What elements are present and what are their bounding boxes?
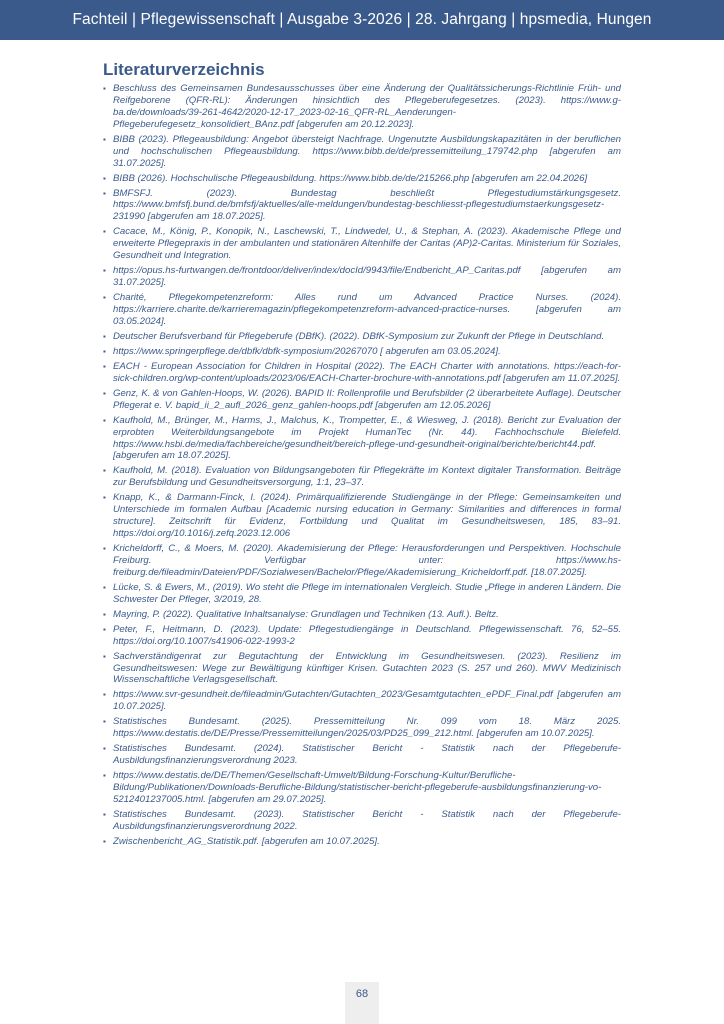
reference-list xyxy=(103,83,621,848)
reference-item: ▪ Charité, Pflegekompetenzreform: Alles rund um Advanced Practice Nurses. (2024). https://karriere.charite.de/karrieremagazin/pflegekompetenzreform-advanced-practice-nurses. [abgerufen am 03.05.2024]. xyxy=(103,292,621,328)
reference-item: ▪ Sachverständigenrat zur Begutachtung der Entwicklung im Gesundheitswesen. (2023). Resilienz im Gesundheitswesen: Wege zur Bewältigung künftiger Krisen. Gutachten 2023 (S. 257 und 260). MWV Medizinisch Wissenschaftliche Verlagsgesellschaft. xyxy=(103,651,621,687)
reference-item: ▪ https://www.destatis.de/DE/Themen/Gesellschaft-Umwelt/Bildung-Forschung-Kultur/Berufliche-Bildung/Publikationen/Downloads-Berufliche-Bildung/statistischer-bericht-pflegeberufe-ausbildungsfinanzierung-vo-5212401237005.html. [abgerufen am 29.07.2025]. xyxy=(103,770,621,806)
reference-item: ▪ Peter, F., Heitmann, D. (2023). Update: Pflegestudiengänge in Deutschland. Pflegewissenschaft. 76, 52–55. https://doi.org/10.1007/s41906-022-1993-2 xyxy=(103,624,621,648)
section-title: Literaturverzeichnis xyxy=(103,60,265,79)
reference-item: ▪ Kricheldorff, C., & Moers, M. (2020). Akademisierung der Pflege: Herausforderungen und Perspektiven. Hochschule Freiburg. Verfügbar unter: https://www.hs-freiburg.de/fileadmin/Dateien/PDF/Sozialwesen/Bachelor/Pflege/Akademisierung_Kricheldorff.pdf. [18.07.2025]. xyxy=(103,543,621,579)
reference-item: ▪ BMFSFJ. (2023). Bundestag beschließt Pflegestudiumstärkungsgesetz. https://www.bmfsfj.bund.de/bmfsfj/aktuelles/alle-meldungen/bundestag-beschliesst-pflegestudiumstaerkungsgesetz-231990 [abgerufen am 18.07.2025]. xyxy=(103,188,621,224)
reference-item: ▪ https://www.svr-gesundheit.de/fileadmin/Gutachten/Gutachten_2023/Gesamtgutachten_ePDF_Final.pdf [abgerufen am 10.07.2025]. xyxy=(103,689,621,713)
page-number-box xyxy=(345,982,379,1024)
page-number: 68 xyxy=(355,988,369,1000)
reference-item: ▪ Knapp, K., & Darmann-Finck, I. (2024). Primärqualifizierende Studiengänge in der Pflege: Gemeinsamkeiten und Unterschiede im formalen Aufbau [Academic nursing education in Germany: Similarities and differences in formal structure]. Zeitschrift für Evidenz, Fortbildung und Qualitat im Gesundheitswesen, 185, 83–91. https://doi.org/10.1016/j.zefq.2023.12.006 xyxy=(103,492,621,540)
reference-item: ▪ Kaufhold, M. (2018). Evaluation von Bildungsangeboten für Pflegekräfte im Kontext digitaler Transformation. Beiträge zur Berufsbildung und Gesundheitsversorgung, 1:1, 23–37. xyxy=(103,465,621,489)
reference-item: ▪ Lücke, S. & Ewers, M., (2019). Wo steht die Pflege im internationalen Vergleich. Studie „Pflege in anderen Ländern. Die Schwester Der Pfleger, 3/2019, 28. xyxy=(103,582,621,606)
reference-item: ▪ https://www.springerpflege.de/dbfk/dbfk-symposium/20267070 [ abgerufen am 03.05.2024]. xyxy=(103,346,621,358)
reference-item: ▪ Statistisches Bundesamt. (2025). Pressemitteilung Nr. 099 vom 18. März 2025. https://www.destatis.de/DE/Presse/Pressemitteilungen/2025/03/PD25_099_212.html. [abgerufen am 10.07.2025]. xyxy=(103,716,621,740)
reference-item: ▪ Mayring, P. (2022). Qualitative Inhaltsanalyse: Grundlagen und Techniken (13. Aufl.). Beltz. xyxy=(103,609,621,621)
main-content xyxy=(103,60,621,851)
reference-item: ▪ Statistisches Bundesamt. (2023). Statistischer Bericht - Statistik nach der Pflegeberufe- Ausbildungsfinanzierungsverordnung 2022. xyxy=(103,809,621,833)
reference-item: ▪ https://opus.hs-furtwangen.de/frontdoor/deliver/index/docId/9943/file/Endbericht_AP_Caritas.pdf [abgerufen am 31.07.2025]. xyxy=(103,265,621,289)
reference-item: ▪ Beschluss des Gemeinsamen Bundesausschusses über eine Änderung der Qualitätssicherungs-Richtlinie Früh- und Reifgeborene (QFR-RL): Änderungen hinsichtlich des Pflegeberufegesetzes. (2023). https://www.g-ba.de/downloads/39-261-4642/2020-12-17_2023-02-16_QFR-RL_Aenderungen-Pflegeberufegesetz_konsolidiert_BAnz.pdf [abgerufen am 20.12.2023]. xyxy=(103,83,621,131)
reference-item: ▪ Kaufhold, M., Brünger, M., Harms, J., Malchus, K., Trompetter, E., & Wiesweg, J. (2018). Bericht zur Evaluation der erprobten Weiterbildungsangebote im Projekt HumanTec (Nr. 44). Fachhochschule Bielefeld. https://www.hsbi.de/media/fachbereiche/gesundheit/bereich-pflege-und-gesundheit-original/berichte/bericht44.pdf. [abgerufen am 18.07.2025]. xyxy=(103,415,621,463)
reference-item: ▪ Zwischenbericht_AG_Statistik.pdf. [abgerufen am 10.07.2025]. xyxy=(103,836,621,848)
header-bar xyxy=(0,0,724,40)
reference-item: ▪ BIBB (2026). Hochschulische Pflegeausbildung. https://www.bibb.de/de/215266.php [abgerufen am 22.04.2026] xyxy=(103,173,621,185)
reference-item: ▪ Genz, K. & von Gahlen-Hoops, W. (2026). BAPID II: Rollenprofile und Berufsbilder (2 überarbeitete Auflage). Deutscher Pflegerat e. V. bapid_ii_2_aufl_2026_genz_gahlen-hoops.pdf [abgerufen am 12.05.2026] xyxy=(103,388,621,412)
header-title: Fachteil | Pflegewissenschaft | Ausgabe 3-2026 | 28. Jahrgang | hpsmedia, Hungen xyxy=(72,11,652,28)
reference-item: ▪ EACH - European Association for Children in Hospital (2022). The EACH Charter with annotations. https://each-for-sick-children.org/wp-content/uploads/2023/06/EACH-Charter-brochure-with-annotations.pdf [abgerufen am 11.07.2025]. xyxy=(103,361,621,385)
reference-item: ▪ Deutscher Berufsverband für Pflegeberufe (DBfK). (2022). DBfK-Symposium zur Zukunft der Pflege in Deutschland. xyxy=(103,331,621,343)
reference-item: ▪ Statistisches Bundesamt. (2024). Statistischer Bericht - Statistik nach der Pflegeberufe- Ausbildungsfinanzierungsverordnung 2023. xyxy=(103,743,621,767)
reference-item: ▪ Cacace, M., König, P., Konopik, N., Laschewski, T., Lindwedel, U., & Stephan, A. (2023). Akademische Pflege und erweiterte Pflegepraxis in der ambulanten und stationären Altenhilfe der Caritas (AP)2-Caritas. Ministerium für Soziales, Gesundheit und Integration. xyxy=(103,226,621,262)
reference-item: ▪ BIBB (2023). Pflegeausbildung: Angebot übersteigt Nachfrage. Ungenutzte Ausbildungskapazitäten in der beruflichen und hochschulischen Pflegeausbildung. https://www.bibb.de/de/pressemitteilung_179742.php [abgerufen am 31.07.2025]. xyxy=(103,134,621,170)
